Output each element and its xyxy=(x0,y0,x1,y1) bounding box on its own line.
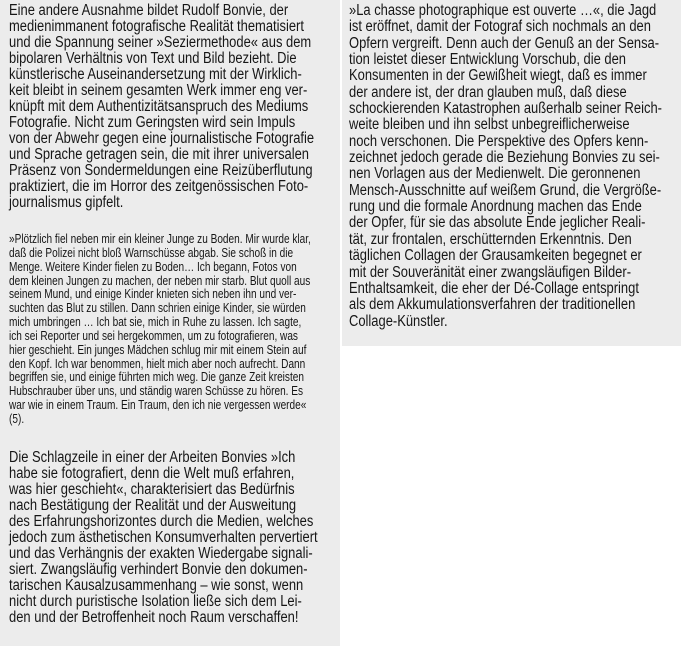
text-line: schockierenden Katastrophen außerhalb seiner Reich- xyxy=(349,100,662,118)
text-line: und Sprache getragen sein, die mit ihrer universalen xyxy=(9,146,310,163)
text-line: Hubschrauber über uns, und ständig waren Schüsse zu hören. Es xyxy=(9,384,304,399)
text-line: jedoch zum ästhetischen Konsumverhalten pervertiert xyxy=(9,529,318,546)
text-line: praktiziert, die im Horror des zeitgenössischen Foto- xyxy=(9,178,309,195)
text-line: »La chasse photographique est ouverte …«, die Jagd xyxy=(349,2,657,19)
text-line: ich sei Reporter und sei hergekommen, um zu fotografieren, was xyxy=(9,328,298,343)
text-line: war wie in einem Traum. Ein Traum, den ich nie vergessen werde« xyxy=(9,398,307,413)
text-line: Mensch-Ausschnitte auf weißem Grund, die Vergröße- xyxy=(349,181,662,199)
paragraph-intro xyxy=(9,3,374,211)
text-line: bipolaren Verhältnis von Text und Bild bezieht. Die xyxy=(9,50,297,67)
text-line: Opfern vergreift. Denn auch der Genuß an der Sensa- xyxy=(349,34,660,52)
text-line: nach Bestätigung der Realität und der Ausweitung xyxy=(9,497,297,514)
text-line: und die Spannung seiner »Seziermethode« aus dem xyxy=(9,34,312,51)
text-line: von der Abwehr gegen eine journalistische Fotografie xyxy=(9,130,315,147)
paragraph-headline xyxy=(9,450,379,626)
text-line: habe sie fotografiert, denn die Welt muß erfahren, xyxy=(9,465,295,482)
right-column xyxy=(342,0,681,346)
text-line: nicht durch puristische Isolation ließe sich dem Lei- xyxy=(9,593,302,610)
text-line: und das Verhängnis der exakten Wiedergabe signali- xyxy=(9,545,313,562)
text-line: den Kopf. Ich war benommen, hielt mich aber noch aufrecht. Dann xyxy=(9,356,306,371)
text-line: der Opfer, für sie das absolute Ende jeglicher Reali- xyxy=(349,214,646,232)
text-line: der andere ist, der dran glauben muß, daß diese xyxy=(349,83,627,101)
text-line: noch verschonen. Die Perspektive des Opfers kenn- xyxy=(349,132,649,150)
text-line: nen Vorlagen aus der Medienwelt. Die geronnenen xyxy=(349,165,641,183)
text-line: tarischen Kausalzusammenhang – wie sonst, wenn xyxy=(9,577,304,594)
text-line: was hier geschieht«, charakterisiert das Bedürfnis xyxy=(9,481,295,498)
text-line: Collage-Künstler. xyxy=(349,312,448,330)
text-line: weite bleiben und ihn selbst unbegreiflicherweise xyxy=(349,116,630,134)
text-line: keit bleibt in seinem gesamten Werk immer eng ver- xyxy=(9,82,308,99)
text-line: Konsumenten in der Gewißheit wiegt, daß es immer xyxy=(349,67,647,85)
paragraph-chasse xyxy=(349,3,681,330)
text-line: dem kleinen Jungen zu machen, der neben mir starb. Blut quoll aus xyxy=(9,273,311,288)
text-line: seinem Mund, und einige Kinder knieten sich neben ihn und ver- xyxy=(9,287,297,302)
text-line: siert. Zwangsläufig verhindert Bonvie den dokumen- xyxy=(9,561,308,578)
block-quote xyxy=(9,233,386,427)
text-line: des Erfahrungshorizontes durch die Medien, welches xyxy=(9,513,314,530)
text-line: tät, zur frontalen, erschütternden Erkenntnis. Den xyxy=(349,230,632,248)
text-line: suchten das Blut zu stillen. Dann schrien einige Kinder, sie würden xyxy=(9,301,306,316)
text-line: mit der Souveränität einer zwangsläufigen Bilder- xyxy=(349,263,632,281)
text-line: journalismus gipfelt. xyxy=(9,194,124,211)
text-line: Menge. Weitere Kinder fielen zu Boden… Ich begann, Fotos von xyxy=(9,259,297,274)
text-line: mich umbringen … Ich bat sie, mich in Ruhe zu lassen. Ich sagte, xyxy=(9,315,302,330)
text-line: tion leistet dieser Entwicklung Vorschub, die den xyxy=(349,51,626,69)
text-line: zeichnet jedoch gerade die Beziehung Bonvies zu sei- xyxy=(349,149,660,167)
text-line: knüpft mit dem Authentizitätsanspruch des Mediums xyxy=(9,98,309,115)
text-line: (5). xyxy=(9,411,25,426)
text-line: Präsenz von Sondermeldungen eine Reizüberflutung xyxy=(9,162,313,179)
text-line: als dem Akkumulationsverfahren der traditionellen xyxy=(349,296,636,314)
text-line: den und der Betroffenheit noch Raum verschaffen! xyxy=(9,609,299,626)
text-line: daß die Polizei nicht bloß Warnschüsse abgab. Sie schoß in die xyxy=(9,245,294,260)
text-line: ist eröffnet, damit der Fotograf sich nochmals an den xyxy=(349,18,651,36)
text-line: Eine andere Ausnahme bildet Rudolf Bonvie, der xyxy=(9,2,289,19)
text-line: künstlerische Auseinandersetzung mit der Wirklich- xyxy=(9,66,302,83)
text-line: rung und die formale Anordnung machen das Ende xyxy=(349,198,642,216)
text-line: »Plötzlich fiel neben mir ein kleiner Junge zu Boden. Mir wurde klar, xyxy=(9,232,311,246)
text-line: Enthaltsamkeit, die eher der Dé-Collage entspringt xyxy=(349,279,639,297)
text-line: Fotografie. Nicht zum Geringsten wird sein Impuls xyxy=(9,114,296,131)
text-line: begriffen sie, und einige führten mich weg. Die ganze Zeit kreisten xyxy=(9,370,304,385)
text-line: Die Schlagzeile in einer der Arbeiten Bonvies »Ich xyxy=(9,449,296,466)
text-line: medienimmanent fotografische Realität thematisiert xyxy=(9,18,304,35)
text-line: hier geschieht. Ein junges Mädchen schlug mir mit einem Stein auf xyxy=(9,342,307,357)
text-line: täglichen Collagen der Grausamkeiten begegnet er xyxy=(349,247,642,265)
left-column xyxy=(0,0,340,646)
